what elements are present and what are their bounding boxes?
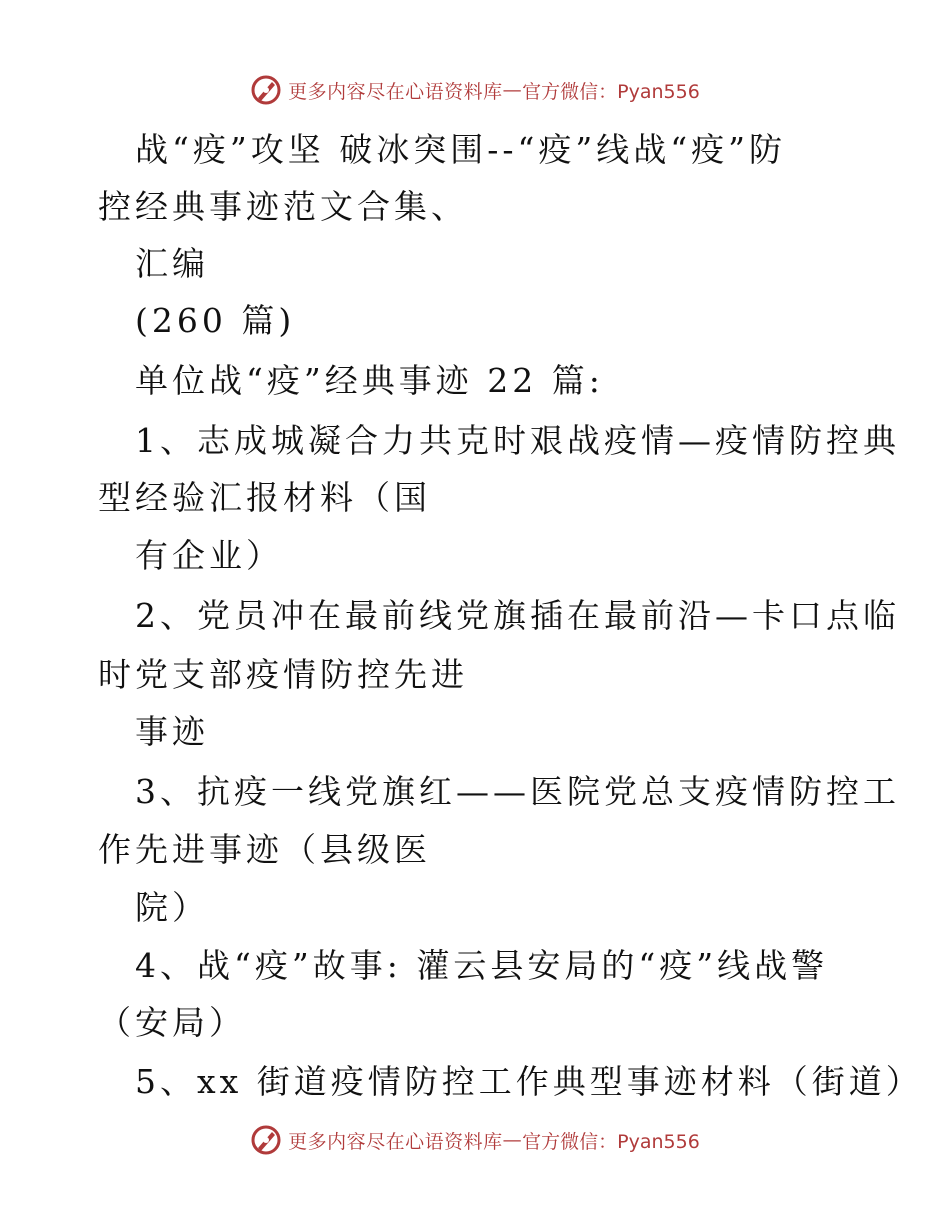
- title-line-1: 战“疫”攻坚 破冰突围--“疫”线战“疫”防: [135, 130, 787, 169]
- watermark-dash: —: [502, 79, 523, 101]
- list-item-2-line-3: 事迹: [135, 712, 209, 751]
- title-line-3: 汇编: [135, 244, 209, 283]
- list-item-4-line-1: 4、战“疫”故事: 灌云县安局的“疫”线战警: [135, 946, 829, 985]
- list-item-1-line-1: 1、志成城凝合力共克时艰战疫情—疫情防控典: [135, 421, 900, 460]
- pen-logo-icon: [250, 1124, 282, 1156]
- list-item-2-line-1: 2、党员冲在最前线党旗插在最前沿—卡口点临: [135, 596, 900, 635]
- list-item-4-line-2: （安局）: [98, 1003, 246, 1042]
- list-item-3-line-1: 3、抗疫一线党旗红——医院党总支疫情防控工: [135, 772, 900, 811]
- list-item-3-line-2: 作先进事迹（县级医: [98, 830, 431, 869]
- list-item-2-line-2: 时党支部疫情防控先进: [98, 655, 468, 694]
- watermark-dash: —: [502, 1129, 523, 1151]
- title-count: (260 篇): [135, 301, 296, 340]
- watermark-wechat: 官方微信：Pyan556: [522, 1130, 700, 1153]
- list-item-1-line-3: 有企业）: [135, 536, 283, 575]
- list-item-5-line-1: 5、xx 街道疫情防控工作典型事迹材料（街道）: [135, 1062, 923, 1101]
- list-item-1-line-2: 型经验汇报材料（国: [98, 478, 431, 517]
- watermark-text: 更多内容尽在心语资料库: [288, 80, 503, 103]
- watermark-text: 更多内容尽在心语资料库: [288, 1130, 503, 1153]
- list-item-3-line-3: 院）: [135, 888, 209, 927]
- watermark-wechat: 官方微信：Pyan556: [522, 80, 700, 103]
- section-heading: 单位战“疫”经典事迹 22 篇:: [135, 361, 604, 400]
- footer-watermark: [0, 1120, 950, 1160]
- title-line-2: 控经典事迹范文合集、: [98, 187, 468, 226]
